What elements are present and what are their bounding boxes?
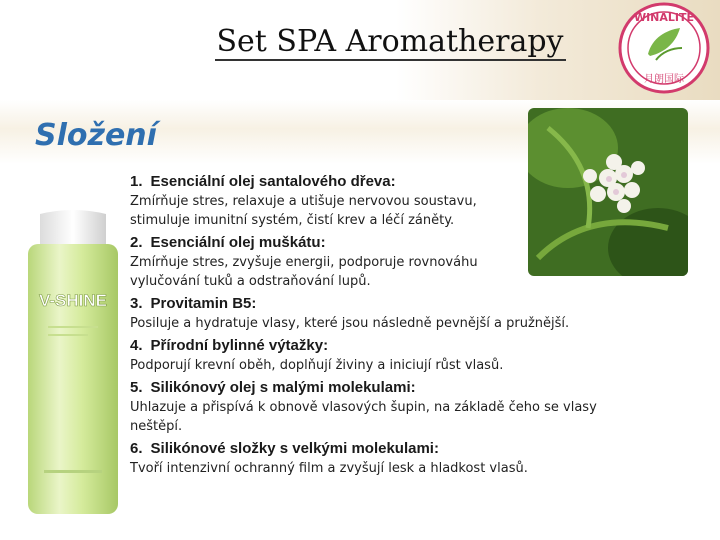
item-heading: 6. Silikónové složky s velkými molekulami: [130, 440, 439, 457]
page-title [0, 24, 720, 59]
item-description: Uhlazuje a přispívá k obnově vlasových šupin, na základě čeho se vlasy neštěpí. [130, 400, 597, 434]
product-bottle [18, 210, 128, 518]
winalite-logo [618, 2, 710, 94]
list-item [130, 233, 660, 291]
page-title-text: Set SPA Aromatherapy [216, 24, 564, 59]
section-title: Složení [35, 118, 157, 153]
item-heading: 2. Esenciální olej muškátu: [130, 234, 326, 251]
bottle-label: V-SHINE [38, 291, 108, 310]
item-heading: 4. Přírodní bylinné výtažky: [130, 337, 329, 354]
list-item [130, 439, 660, 478]
item-heading: 5. Silikónový olej s malými molekulami: [130, 379, 416, 396]
item-description: Posiluje a hydratuje vlasy, které jsou následně pevnější a pružnější. [130, 316, 570, 331]
item-heading: 1. Esenciální olej santalového dřeva: [130, 173, 396, 190]
ingredients-list [130, 172, 660, 481]
logo-chinese-text: 月朗国际 [644, 74, 684, 85]
list-item [130, 294, 660, 333]
list-item [130, 172, 660, 230]
item-description: Zmírňuje stres, relaxuje a utišuje nervovou soustavu, stimuluje imunitní systém, čistí krev a léčí záněty. [130, 194, 477, 228]
item-description: Tvoří intenzivní ochranný film a zvyšují lesk a hladkost vlasů. [130, 461, 528, 476]
item-description: Podporují krevní oběh, doplňují živiny a iniciují růst vlasů. [130, 358, 504, 373]
item-description: Zmírňuje stres, zvyšuje energii, podporuje rovnováhu vylučování tuků a odstraňování lupů. [130, 255, 478, 289]
item-heading: 3. Provitamin B5: [130, 295, 257, 312]
list-item [130, 336, 660, 375]
list-item [130, 378, 660, 436]
logo-text: WINALITE [633, 11, 695, 24]
